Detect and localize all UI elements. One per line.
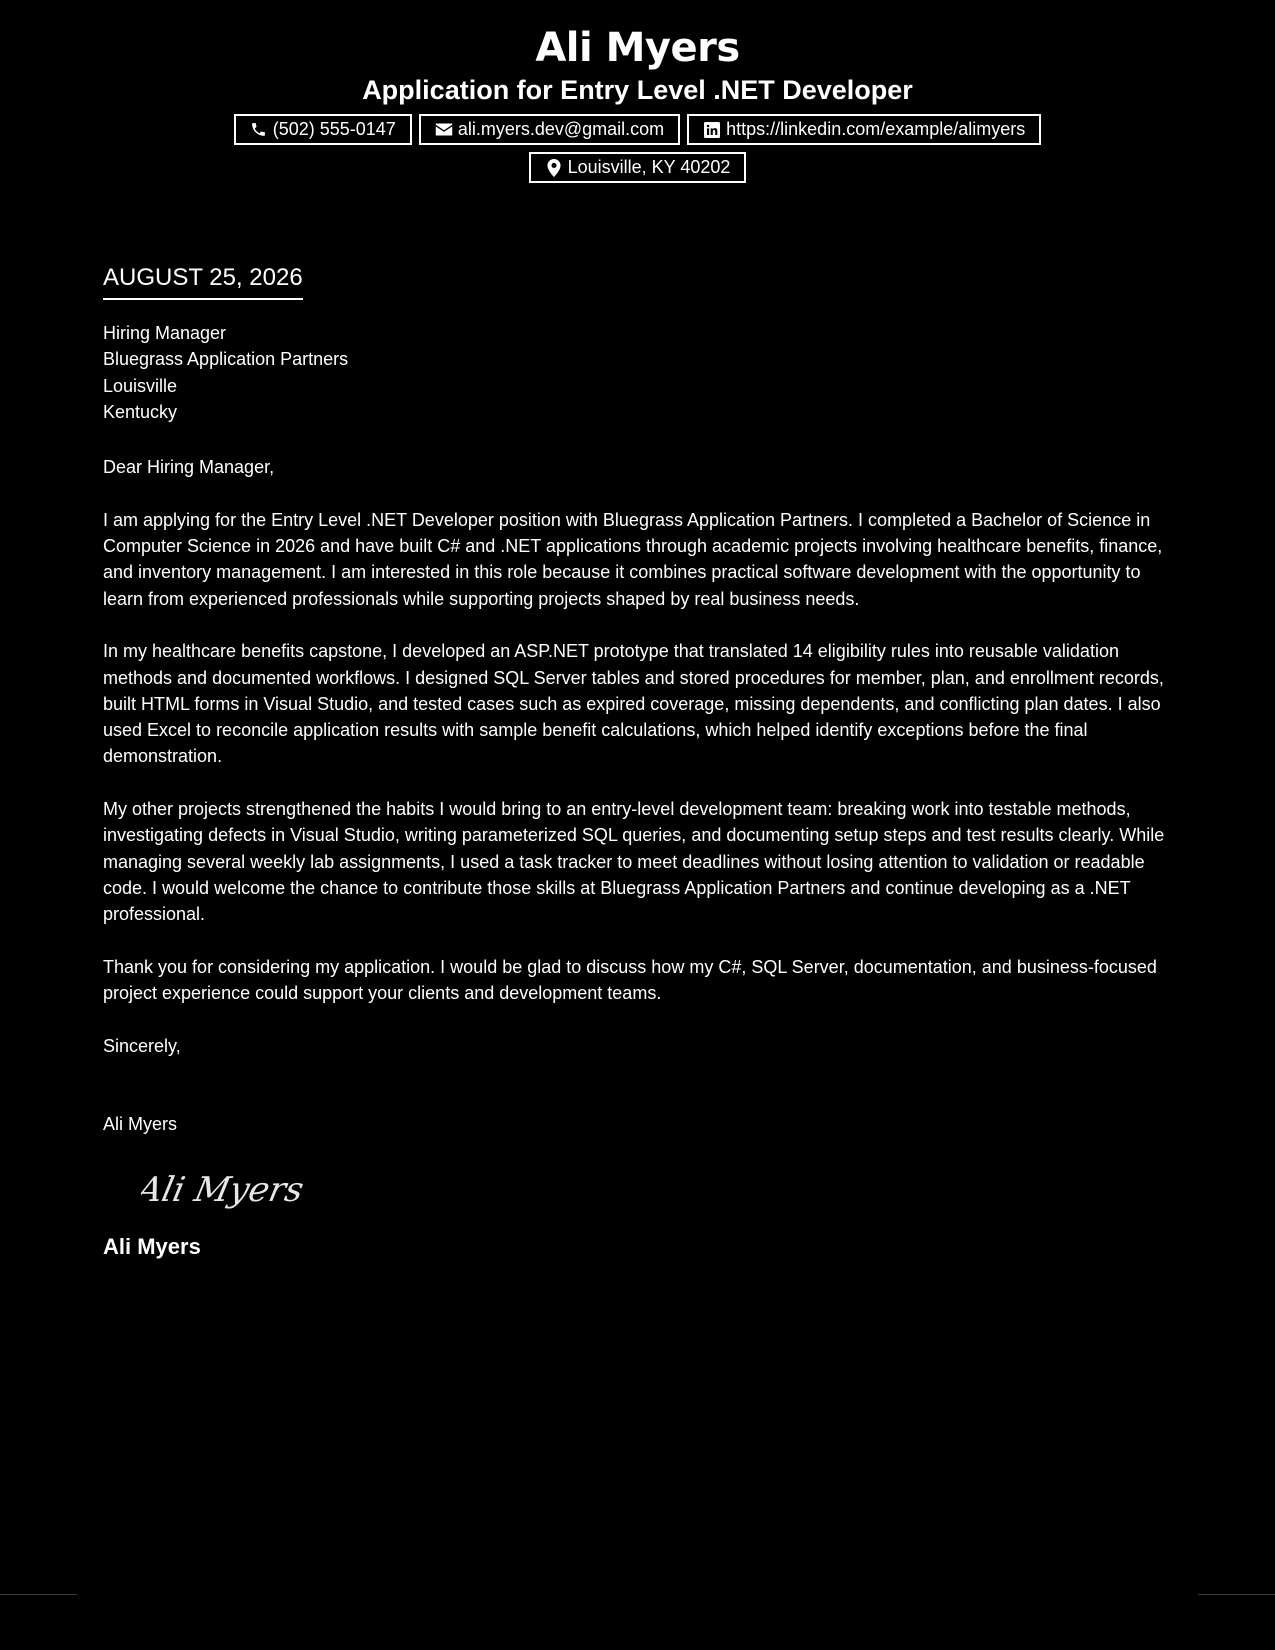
phone-text: (502) 555-0147 xyxy=(272,119,396,139)
letter-header xyxy=(0,22,1275,183)
footer-name: Ali Myers xyxy=(103,1234,201,1260)
location-text: Louisville, KY 40202 xyxy=(567,157,731,177)
phone-contact[interactable] xyxy=(234,114,412,145)
linkedin-icon xyxy=(703,121,721,139)
salutation: Dear Hiring Manager, xyxy=(103,457,275,478)
paragraph-projects: My other projects strengthened the habits I would bring to an entry-level development team: breaking work into testable methods, investigating defects in Visual Studio, writing parameterized SQL queries, and documenting setup steps and test results clearly. While managing several weekly lab assignments, I used a task tracker to meet deadlines without losing attention to validation or readable code. I would welcome the chance to contribute those skills at Bluegrass Application Partners and continue developing as a .NET professional. xyxy=(103,799,1165,925)
recipient-state: Kentucky xyxy=(103,401,178,422)
phone-icon xyxy=(250,121,268,139)
recipient-address xyxy=(103,320,1173,425)
signature-text: Ali Myers xyxy=(141,1170,308,1211)
letter-date: AUGUST 25, 2026 xyxy=(103,260,303,300)
recipient-city: Louisville xyxy=(103,375,178,396)
location-contact xyxy=(529,152,747,183)
applicant-name: Ali Myers xyxy=(535,25,740,71)
paragraph-intro: I am applying for the Entry Level .NET Developer position with Bluegrass Application Partners. I completed a Bachelor of Science in Computer Science in 2026 and have built C# and .NET applications through academic projects involving healthcare benefits, finance, and inventory management. I am interested in this role because it combines practical software development with the opportunity to learn from experienced professionals while supporting projects shaped by real business needs. xyxy=(103,509,1163,609)
contact-row-primary xyxy=(0,114,1275,145)
linkedin-contact[interactable] xyxy=(687,114,1041,145)
footer-rule-right xyxy=(1198,1594,1275,1595)
closing-phrase: Sincerely, xyxy=(103,1035,181,1056)
contact-row-secondary xyxy=(0,152,1275,183)
email-contact[interactable] xyxy=(419,114,680,145)
signed-name: Ali Myers xyxy=(103,1114,178,1135)
paragraph-closing: Thank you for considering my application. I would be glad to discuss how my C#, SQL Server, documentation, and business-focused project experience could support your clients and development teams. xyxy=(103,956,1157,1004)
application-title: Application for Entry Level .NET Developer xyxy=(362,75,913,105)
footer-rule-left xyxy=(0,1594,77,1595)
letter-body xyxy=(103,260,1173,1262)
paragraph-capstone: In my healthcare benefits capstone, I developed an ASP.NET prototype that translated 14 eligibility rules into reusable validation methods and documented workflows. I designed SQL Server tables and stored procedures for member, plan, and enrollment records, built HTML forms in Visual Studio, and tested cases such as expired coverage, missing dependents, and conflicting plan dates. I also used Excel to reconcile application results with sample benefit calculations, which helped identify exceptions before the final demonstration. xyxy=(103,641,1164,767)
map-marker-icon xyxy=(545,159,563,177)
linkedin-text: https://linkedin.com/example/alimyers xyxy=(726,119,1026,139)
recipient-title: Hiring Manager xyxy=(103,323,227,343)
envelope-icon xyxy=(435,121,453,139)
signature-image xyxy=(141,1157,1173,1217)
recipient-company: Bluegrass Application Partners xyxy=(103,349,349,370)
email-text: ali.myers.dev@gmail.com xyxy=(457,119,665,139)
